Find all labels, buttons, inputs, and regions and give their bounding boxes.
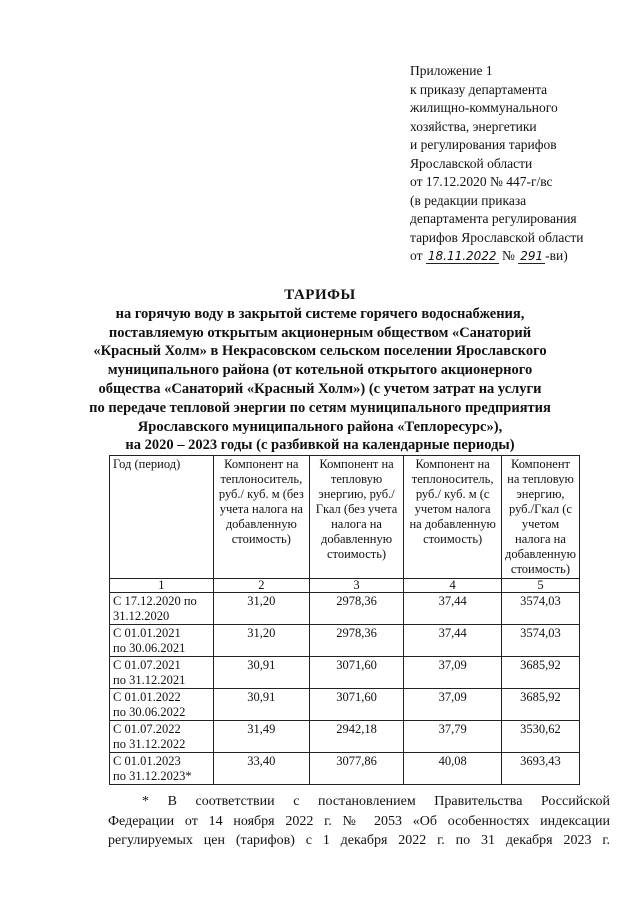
appendix-line: тарифов Ярославской области — [410, 229, 584, 245]
document-title: ТАРИФЫ — [284, 287, 356, 303]
period-start: С 01.01.2023 — [113, 754, 181, 768]
number-sign: № — [501, 248, 515, 263]
value-cell: 37,44 — [404, 625, 502, 657]
period-cell — [110, 689, 214, 721]
footnote-line — [108, 792, 610, 812]
value-cell: 3071,60 — [309, 689, 404, 721]
period-cell — [110, 753, 214, 785]
period-start: С 01.01.2022 — [113, 690, 181, 704]
heading-line: поставляемую открытым акционерным обществом «Санаторий — [108, 324, 532, 341]
value-cell: 31,20 — [213, 593, 309, 625]
appendix-line: от 17.12.2020 № 447-г/вс — [410, 174, 553, 189]
tariff-table — [109, 455, 580, 785]
table-row — [110, 657, 580, 689]
heading-line: по передаче тепловой энергии по сетям муниципального предприятия — [89, 399, 551, 416]
heading-line: на 2020 – 2023 годы (с разбивкой на календарные периоды) — [125, 437, 515, 454]
column-number-row — [110, 579, 580, 593]
value-cell: 33,40 — [213, 753, 309, 785]
header-energy-no-vat: Компонент на тепловую энергию, руб./Гкал (без учета налога на добавленную стоимость) — [309, 456, 404, 579]
value-cell: 3574,03 — [501, 625, 579, 657]
period-start: С 01.01.2021 — [113, 626, 181, 640]
appendix-line: Ярославской области — [410, 155, 533, 171]
appendix-block — [410, 62, 635, 266]
table-row — [110, 593, 580, 625]
table-row — [110, 721, 580, 753]
appendix-line: к приказу департамента — [410, 81, 548, 97]
header-energy-vat: Компонент на тепловую энергию, руб./Гкал (с учетом налога на добавленную стоимость) — [501, 456, 579, 579]
footnote — [108, 792, 610, 851]
appendix-line: (в редакции приказа — [410, 192, 527, 208]
heading-line: муниципального района (от котельной открытого акционерного — [107, 362, 533, 379]
appendix-suffix: -ви) — [545, 248, 568, 263]
header-period: Год (период) — [110, 456, 214, 579]
column-number: 1 — [110, 579, 214, 593]
table-header-row — [110, 456, 580, 579]
appendix-line: хозяйства, энергетики — [410, 118, 537, 134]
value-cell: 3574,03 — [501, 593, 579, 625]
column-number: 2 — [213, 579, 309, 593]
value-cell: 3077,86 — [309, 753, 404, 785]
appendix-prefix: от — [410, 248, 423, 263]
value-cell: 37,09 — [404, 689, 502, 721]
handwritten-number: 291 — [520, 249, 544, 263]
period-cell — [110, 721, 214, 753]
period-start: С 17.12.2020 по — [113, 594, 197, 608]
value-cell: 31,20 — [213, 625, 309, 657]
value-cell: 37,79 — [404, 721, 502, 753]
column-number: 5 — [501, 579, 579, 593]
value-cell: 3071,60 — [309, 657, 404, 689]
value-cell: 40,08 — [404, 753, 502, 785]
appendix-line: и регулирования тарифов — [410, 137, 557, 152]
period-end: по 31.12.2023* — [113, 768, 192, 783]
value-cell: 2978,36 — [309, 593, 404, 625]
period-end: по 31.12.2022 — [113, 736, 186, 751]
period-start: С 01.07.2022 — [113, 722, 181, 736]
value-cell: 30,91 — [213, 657, 309, 689]
value-cell: 3693,43 — [501, 753, 579, 785]
column-number: 3 — [309, 579, 404, 593]
handwritten-date: 18.11.2022 — [427, 249, 497, 263]
appendix-line: Приложение 1 — [410, 63, 493, 78]
value-cell: 3530,62 — [501, 721, 579, 753]
value-cell: 30,91 — [213, 689, 309, 721]
period-end: 31.12.2020 — [113, 608, 170, 623]
value-cell: 31,49 — [213, 721, 309, 753]
period-end: по 31.12.2021 — [113, 672, 186, 687]
appendix-line: департамента регулирования — [410, 211, 577, 226]
heading-line: на горячую воду в закрытой системе горячего водоснабжения, — [115, 305, 525, 322]
document-heading — [60, 286, 580, 455]
table-row — [110, 625, 580, 657]
header-carrier-no-vat: Компонент на теплоноситель, руб./ куб. м (без учета налога на добавленную стоимость) — [213, 456, 309, 579]
column-number: 4 — [404, 579, 502, 593]
heading-line: общества «Санаторий «Красный Холм») (с учетом затрат на услуги — [98, 380, 542, 397]
table-row — [110, 689, 580, 721]
footnote-line: Федерации от 14 ноября 2022 г. № 2053 «Об особенностях индексации — [108, 813, 610, 829]
header-carrier-vat: Компонент на теплоноситель, руб./ куб. м (с учетом налога на добавленную стоимость) — [404, 456, 502, 579]
footnote-line-text: * В соответствии с постановлением Правительства Российской — [142, 794, 610, 809]
table-row — [110, 753, 580, 785]
appendix-signature-line — [410, 247, 635, 266]
value-cell: 37,09 — [404, 657, 502, 689]
value-cell: 2942,18 — [309, 721, 404, 753]
footnote-line: регулируемых цен (тарифов) с 1 декабря 2022 г. по 31 декабря 2023 г. — [108, 833, 610, 848]
period-cell — [110, 625, 214, 657]
value-cell: 37,44 — [404, 593, 502, 625]
value-cell: 2978,36 — [309, 625, 404, 657]
value-cell: 3685,92 — [501, 689, 579, 721]
heading-line: «Красный Холм» в Некрасовском сельском поселении Ярославского — [93, 343, 547, 360]
value-cell: 3685,92 — [501, 657, 579, 689]
heading-line: Ярославского муниципального района «Теплоресурс»), — [137, 418, 503, 435]
period-start: С 01.07.2021 — [113, 658, 181, 672]
period-end: по 30.06.2021 — [113, 640, 186, 655]
period-end: по 30.06.2022 — [113, 704, 186, 719]
period-cell — [110, 657, 214, 689]
appendix-line: жилищно-коммунального — [410, 100, 558, 115]
period-cell — [110, 593, 214, 625]
